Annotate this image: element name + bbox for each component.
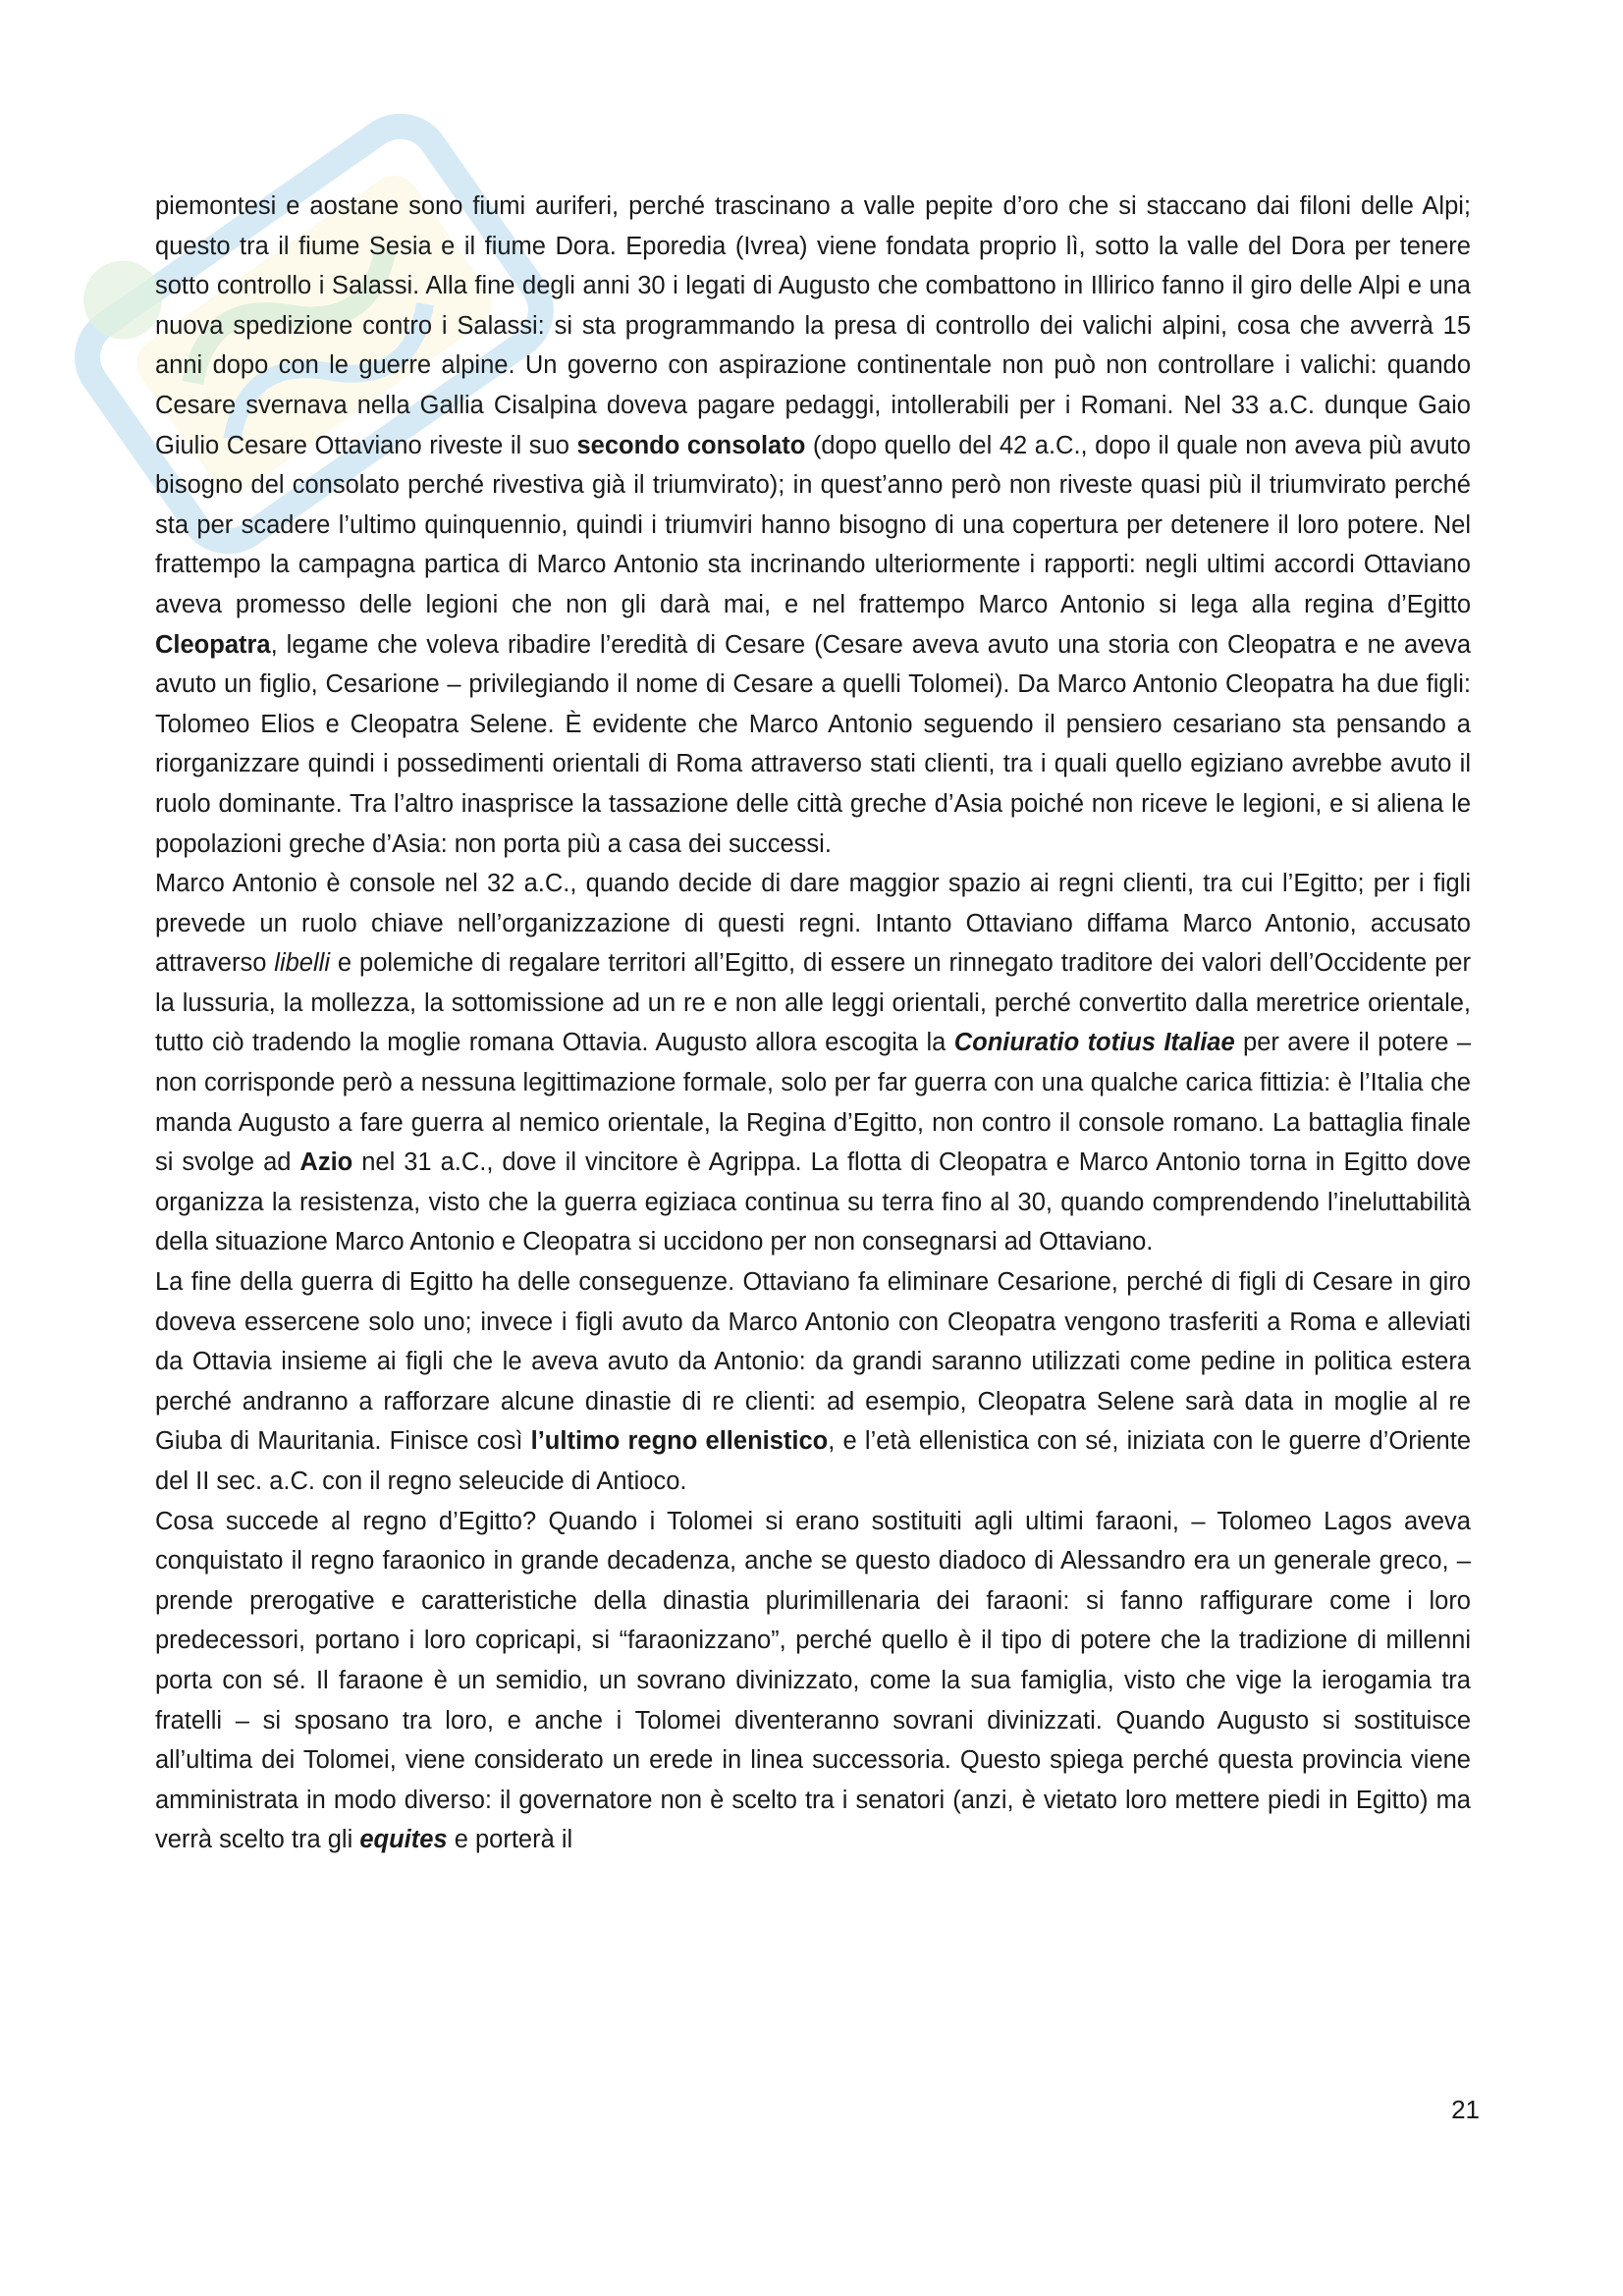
page-number: 21 <box>1451 2095 1480 2124</box>
bold-term: Cleopatra <box>155 630 271 659</box>
document-body <box>155 187 1471 1860</box>
bold-term: l’ultimo regno ellenistico <box>530 1427 829 1456</box>
text-run: Cosa succede al regno d’Egitto? Quando i Tolomei si erano sostituiti agli ultimi faraoni, – Tolomeo Lagos aveva conquistato il regno faraonico in grande decadenza, anche se questo diadoco di Alessandro era un generale greco, – prende prerogative e caratteristiche della dinastia plurimillenaria dei faraoni: si fanno raffigurare come i loro predecessori, portano i loro copricapi, si “faraonizzano”, perché quello è il tipo di potere che la tradizione di millenni porta con sé. Il faraone è un semidio, un sovrano divinizzato, come la sua famiglia, visto che vige la ierogamia tra fratelli – si sposano tra loro, e anche i Tolomei diventeranno sovrani divinizzati. Quando Augusto si sostituisce all’ultima dei Tolomei, viene considerato un erede in linea successoria. Questo spiega perché questa provincia viene amministrata in modo diverso: il governatore non è scelto tra i senatori (anzi, è vietato loro mettere piedi in Egitto) ma verrà scelto tra gli <box>155 1507 1471 1854</box>
bold-term: Azio <box>299 1148 353 1177</box>
text-run: Marco Antonio è console nel 32 a.C., quando decide di dare maggior spazio ai regni clienti, tra cui l’Egitto; per i figli prevede un ruolo chiave nell’organizzazione di questi regni. Intanto Ottaviano diffama Marco Antonio, accusato attraverso <box>155 870 1471 978</box>
text-run: nel 31 a.C., dove il vincitore è Agrippa. La flotta di Cleopatra e Marco Antonio torna in Egitto dove organizza la resistenza, visto che la guerra egiziaca continua su terra fino al 30, quando comprendendo l’ineluttabilità della situazione Marco Antonio e Cleopatra si uccidono per non consegnarsi ad Ottaviano. <box>155 1148 1471 1256</box>
italic-term: libelli <box>274 949 330 978</box>
emphasized-term: equites <box>359 1826 448 1854</box>
text-run: (dopo quello del 42 a.C., dopo il quale non aveva più avuto bisogno del consolato perché rivestiva già il triumvirato); in quest’anno però non riveste quasi più il triumvirato perché sta per scadere l’ultimo quinquennio, quindi i triumviri hanno bisogno di una copertura per detenere il loro potere. Nel frattempo la campagna partica di Marco Antonio sta incrinando ulteriormente i rapporti: negli ultimi accordi Ottaviano aveva promesso delle legioni che non gli darà mai, e nel frattempo Marco Antonio si lega alla regina d’Egitto <box>155 431 1471 618</box>
text-run: piemontesi e aostane sono fiumi auriferi, perché trascinano a valle pepite d’oro che si staccano dai filoni delle Alpi; questo tra il fiume Sesia e il fiume Dora. Eporedia (Ivrea) viene fondata proprio lì, sotto la valle del Dora per tenere sotto controllo i Salassi. Alla fine degli anni 30 i legati di Augusto che combattono in Illirico fanno il giro delle Alpi e una nuova spedizione contro i Salassi: si sta programmando la presa di controllo dei valichi alpini, cosa che avverrà 15 anni dopo con le guerre alpine. Un governo con aspirazione continentale non può non controllare i valichi: quando Cesare svernava nella Gallia Cisalpina doveva pagare pedaggi, intollerabili per i Romani. Nel 33 a.C. dunque Gaio Giulio Cesare Ottaviano riveste il suo <box>155 192 1471 459</box>
paragraph <box>155 187 1471 864</box>
text-run: e polemiche di regalare territori all’Egitto, di essere un rinnegato traditore dei valori dell’Occidente per la lussuria, la mollezza, la sottomissione ad un re e non alle leggi orientali, perché convertito dalla meretrice orientale, tutto ciò tradendo la moglie romana Ottavia. Augusto allora escogita la <box>155 949 1471 1057</box>
bold-term: secondo consolato <box>576 431 806 459</box>
paragraph <box>155 1262 1471 1502</box>
text-run: e porterà il <box>447 1826 573 1854</box>
emphasized-term: Coniuratio totius Italiae <box>953 1029 1235 1057</box>
paragraph <box>155 1502 1471 1860</box>
text-run: La fine della guerra di Egitto ha delle conseguenze. Ottaviano fa eliminare Cesarione, perché di figli di Cesare in giro doveva essercene solo uno; invece i figli avuto da Marco Antonio con Cleopatra vengono trasferiti a Roma e alleviati da Ottavia insieme ai figli che le aveva avuto da Antonio: da grandi saranno utilizzati come pedine in politica estera perché andranno a rafforzare alcune dinastie di re clienti: ad esempio, Cleopatra Selene sarà data in moglie al re Giuba di Mauritania. Finisce così <box>155 1268 1471 1456</box>
text-run: , legame che voleva ribadire l’eredità di Cesare (Cesare aveva avuto una storia con Cleopatra e ne aveva avuto un figlio, Cesarione – privilegiando il nome di Cesare a quelli Tolomei). Da Marco Antonio Cleopatra ha due figli: Tolomeo Elios e Cleopatra Selene. È evidente che Marco Antonio seguendo il pensiero cesariano sta pensando a riorganizzare quindi i possedimenti orientali di Roma attraverso stati clienti, tra i quali quello egiziano avrebbe avuto il ruolo dominante. Tra l’altro inasprisce la tassazione delle città greche d’Asia poiché non riceve le legioni, e si aliena le popolazioni greche d’Asia: non porta più a casa dei successi. <box>155 630 1471 858</box>
paragraph <box>155 864 1471 1262</box>
text-run: per avere il potere – non corrisponde però a nessuna legittimazione formale, solo per far guerra con una qualche carica fittizia: è l’Italia che manda Augusto a fare guerra al nemico orientale, la Regina d’Egitto, non contro il console romano. La battaglia finale si svolge ad <box>155 1029 1472 1177</box>
text-run: , e l’età ellenistica con sé, iniziata con le guerre d’Oriente del II sec. a.C. con il regno seleucide di Antioco. <box>155 1427 1472 1495</box>
